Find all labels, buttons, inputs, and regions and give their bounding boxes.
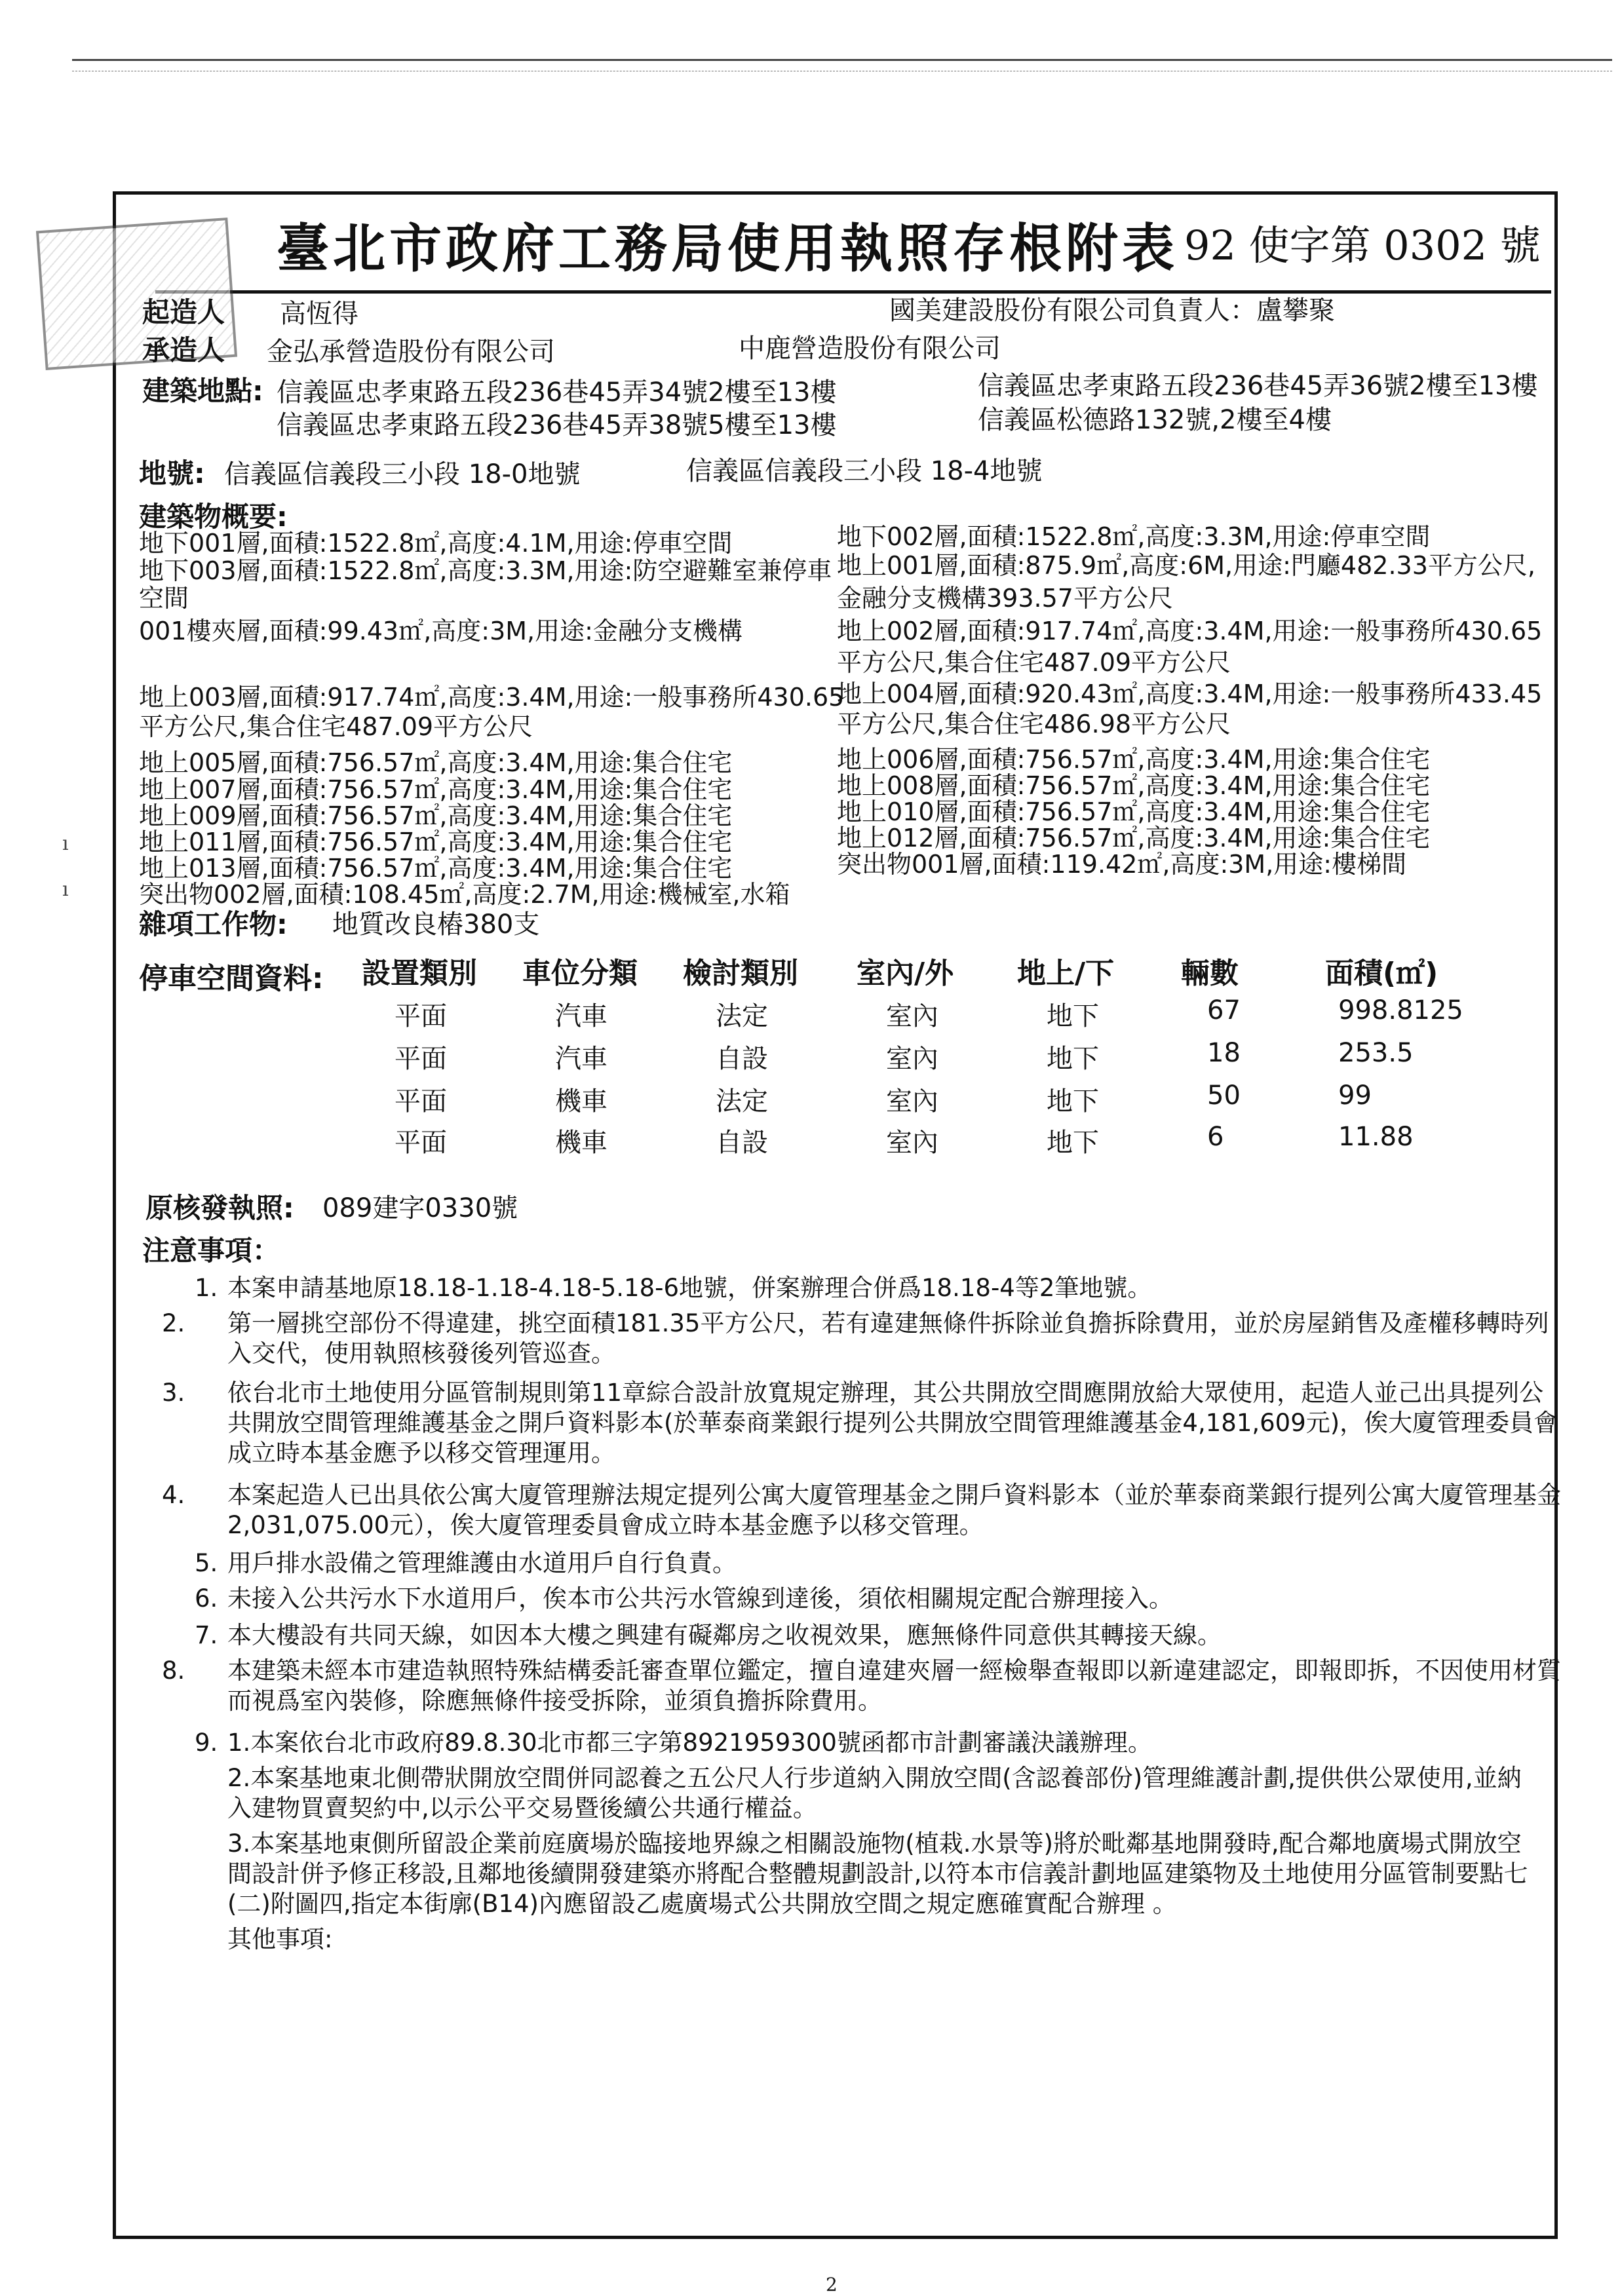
contractor-name: 金弘承營造股份有限公司: [267, 337, 555, 367]
building-right-line: 地上006層,面積:756.57㎡,高度:3.4M,用途:集合住宅: [837, 745, 1431, 774]
building-right-line: 突出物001層,面積:119.42㎡,高度:3M,用途:樓梯間: [837, 850, 1407, 879]
note-text: 第一層挑空部份不得違建，挑空面積181.35平方公尺，若有違建無條件拆除並負擔拆除費用，並於房屋銷售及產權移轉時列入交代，使用執照核發後列管巡查。: [227, 1309, 1549, 1368]
building-left-line: 地下001層,面積:1522.8㎡,高度:4.1M,用途:停車空間: [139, 529, 733, 558]
building-right-line: 地上012層,面積:756.57㎡,高度:3.4M,用途:集合住宅: [837, 824, 1431, 852]
parking-cell: 地下: [1047, 1128, 1099, 1158]
lot-number-2: 信義區信義段三小段 18-4地號: [686, 456, 1043, 486]
contractor-name-2: 中鹿營造股份有限公司: [739, 334, 1001, 364]
building-right-line: 金融分支機構393.57平方公尺: [837, 584, 1173, 613]
applicant-name: 高恆得: [280, 299, 358, 329]
building-left-line: 地上013層,面積:756.57㎡,高度:3.4M,用途:集合住宅: [139, 854, 733, 883]
parking-header: 面積(㎡): [1325, 957, 1438, 990]
building-right-line: 平方公尺,集合住宅487.09平方公尺: [837, 648, 1231, 677]
title-row: [155, 195, 1551, 294]
parking-cell: 法定: [716, 1001, 768, 1031]
note-text: 本建築未經本市建造執照特殊結構委託審查單位鑑定，擅自違建夾層一經檢舉查報即以新違建認定，即報即拆，不因使用材質而視爲室內裝修，除應無條件接受拆除，並須負擔拆除費用。: [227, 1656, 1561, 1715]
building-left-line: 空間: [139, 584, 189, 613]
note-number: 9.: [195, 1729, 218, 1757]
parking-cell: 室內: [886, 1044, 938, 1074]
note-item: [162, 1378, 1564, 1468]
site-label: 建築地點:: [142, 375, 263, 407]
note-item: [162, 1480, 1564, 1540]
parking-cell: 平面: [395, 1128, 447, 1158]
note-number: 4.: [162, 1481, 185, 1509]
note-text: 本案起造人已出具依公寓大廈管理辦法規定提列公寓大廈管理基金之開戶資料影本（並於華泰商業銀行提列公寓大廈管理基金2,031,075.00元），俟大廈管理委員會成立時本基金應予以移交管理。: [227, 1481, 1561, 1539]
site-address-1: 信義區忠孝東路五段236巷45弄34號2樓至13樓: [277, 377, 837, 408]
original-license-label: 原核發執照:: [145, 1192, 294, 1224]
building-left-line: 地上005層,面積:756.57㎡,高度:3.4M,用途:集合住宅: [139, 748, 733, 777]
note-subitem: 2.本案基地東北側帶狀開放空間併同認養之五公尺人行步道納入開放空間(含認養部份)管理維護計劃,提供供公眾使用,並納入建物買賣契約中,以示公平交易暨後續公共通行權益。: [227, 1764, 1522, 1822]
note-item: [195, 1548, 1532, 1578]
scan-top-line: [72, 59, 1612, 61]
parking-cell: 998.8125: [1338, 995, 1463, 1025]
note-number: 8.: [162, 1656, 185, 1685]
parking-cell: 6: [1207, 1122, 1224, 1152]
note-text: 本大樓設有共同天線，如因本大樓之興建有礙鄰房之收視效果，應無條件同意供其轉接天線。: [227, 1621, 1222, 1649]
note-text: 依台北市土地使用分區管制規則第11章綜合設計放寬規定辦理，其公共開放空間應開放給大眾使用，起造人並己出具提列公共開放空間管理維護基金之開戶資料影本(於華泰商業銀行提列公共開放空間管理維護基金4,181,609元)，俟大廈管理委員會成立時本基金應予以移交管理運用。: [227, 1379, 1558, 1467]
parking-cell: 11.88: [1338, 1122, 1414, 1152]
note-subitem: 其他事項:: [227, 1925, 333, 1953]
site-address-2: 信義區忠孝東路五段236巷45弄36號2樓至13樓: [978, 371, 1538, 401]
parking-cell: 平面: [395, 1044, 447, 1074]
building-right-line: 地上010層,面積:756.57㎡,高度:3.4M,用途:集合住宅: [837, 797, 1431, 826]
building-left-line: 地上009層,面積:756.57㎡,高度:3.4M,用途:集合住宅: [139, 801, 733, 830]
parking-cell: 50: [1207, 1081, 1241, 1111]
parking-header: 室內/外: [857, 957, 954, 990]
parking-header: 車位分類: [522, 957, 638, 990]
parking-cell: 地下: [1047, 1086, 1099, 1117]
building-left-line: 平方公尺,集合住宅487.09平方公尺: [139, 712, 533, 741]
parking-header: 地上/下: [1017, 957, 1115, 990]
parking-cell: 室內: [886, 1001, 938, 1031]
parking-cell: 99: [1338, 1081, 1372, 1111]
parking-cell: 汽車: [555, 1001, 608, 1031]
note-text: 未接入公共污水下水道用戶，俟本市公共污水管線到達後，須依相關規定配合辦理接入。: [227, 1584, 1173, 1613]
applicant-label: 起造人: [142, 296, 225, 328]
lot-label: 地號:: [139, 457, 205, 489]
permit-number: 92 使字第 0302 號: [1184, 221, 1541, 269]
parking-cell: 自設: [716, 1044, 768, 1074]
parking-cell: 自設: [716, 1128, 768, 1158]
notes-label: 注意事項：: [142, 1234, 280, 1267]
note-item: [195, 1273, 1532, 1303]
parking-cell: 平面: [395, 1001, 447, 1031]
parking-header: 輛數: [1181, 957, 1239, 990]
misc-works-value: 地質改良樁380支: [332, 909, 540, 940]
parking-cell: 機車: [555, 1086, 608, 1117]
parking-header: 檢討類別: [683, 957, 798, 990]
note-number: 2.: [162, 1309, 185, 1337]
note-number: 5.: [195, 1549, 218, 1577]
note-number: 1.: [195, 1274, 218, 1302]
parking-label: 停車空間資料:: [139, 962, 324, 995]
note-number: 6.: [195, 1584, 218, 1613]
building-left-line: 001樓夾層,面積:99.43㎡,高度:3M,用途:金融分支機構: [139, 617, 742, 645]
building-right-line: 地上001層,面積:875.9㎡,高度:6M,用途:門廳482.33平方公尺,: [837, 551, 1535, 580]
applicant-company: 國美建設股份有限公司負責人：盧攀聚: [889, 296, 1335, 326]
note-number: 3.: [162, 1379, 185, 1407]
misc-works-label: 雜項工作物:: [139, 908, 288, 940]
parking-cell: 室內: [886, 1128, 938, 1158]
document-title: 臺北市政府工務局使用執照存根附表: [277, 218, 1178, 279]
note-item: [195, 1584, 1532, 1614]
building-left-line: 地上003層,面積:917.74㎡,高度:3.4M,用途:一般事務所430.65: [139, 683, 845, 712]
building-summary-label: 建築物概要:: [139, 501, 288, 533]
site-address-3: 信義區忠孝東路五段236巷45弄38號5樓至13樓: [277, 410, 837, 440]
parking-cell: 平面: [395, 1086, 447, 1117]
building-right-line: 平方公尺,集合住宅486.98平方公尺: [837, 710, 1231, 738]
building-right-line: 地上008層,面積:756.57㎡,高度:3.4M,用途:集合住宅: [837, 771, 1431, 800]
note-text: 本案申請基地原18.18-1.18-4.18-5.18-6地號，併案辦理合併爲18.18-4等2筆地號。: [227, 1274, 1152, 1302]
building-right-line: 地上002層,面積:917.74㎡,高度:3.4M,用途:一般事務所430.65: [837, 617, 1543, 645]
note-item: [195, 1620, 1532, 1651]
note-item: [162, 1309, 1564, 1369]
note-subitem: 3.本案基地東側所留設企業前庭廣場於臨接地界線之相關設施物(植栽.水景等)將於毗鄰基地開發時,配合鄰地廣場式開放空間設計併予修正移設,且鄰地後續開發建築亦將配合整體規劃設計,以符本市信義計劃地區建築物及土地使用分區管制要點七(二)附圖四,指定本街廓(B14)內應留設乙處廣場式公共開放空間之規定應確實配合辦理 。: [227, 1829, 1528, 1918]
building-left-line: 地上011層,面積:756.57㎡,高度:3.4M,用途:集合住宅: [139, 828, 733, 856]
note-number: 7.: [195, 1621, 218, 1649]
parking-cell: 機車: [555, 1128, 608, 1158]
building-right-line: 地上004層,面積:920.43㎡,高度:3.4M,用途:一般事務所433.45: [837, 679, 1543, 708]
page-number: 2: [826, 2274, 838, 2295]
parking-cell: 18: [1207, 1038, 1241, 1068]
parking-cell: 地下: [1047, 1001, 1099, 1031]
note-text: 用戶排水設備之管理維護由水道用戶自行負責。: [227, 1549, 737, 1577]
building-left-line: 突出物002層,面積:108.45㎡,高度:2.7M,用途:機械室,水箱: [139, 880, 790, 909]
building-left-line: 地下003層,面積:1522.8㎡,高度:3.3M,用途:防空避難室兼停車: [139, 556, 832, 585]
note-item: [162, 1656, 1564, 1716]
note-item: [195, 1728, 1532, 1758]
edge-mark: ı: [62, 832, 69, 855]
parking-cell: 汽車: [555, 1044, 608, 1074]
contractor-label: 承造人: [142, 334, 225, 366]
original-license-value: 089建字0330號: [322, 1193, 518, 1223]
lot-number-1: 信義區信義段三小段 18-0地號: [224, 459, 581, 489]
document-frame: [113, 191, 1561, 2239]
parking-cell: 地下: [1047, 1044, 1099, 1074]
parking-cell: 67: [1207, 995, 1241, 1025]
building-left-line: 地上007層,面積:756.57㎡,高度:3.4M,用途:集合住宅: [139, 775, 733, 804]
site-address-4: 信義區松德路132號,2樓至4樓: [978, 405, 1332, 435]
parking-cell: 253.5: [1338, 1038, 1414, 1068]
note-text: 1.本案依台北市政府89.8.30北市都三字第8921959300號函都市計劃審議決議辦理。: [227, 1729, 1152, 1757]
building-right-line: 地下002層,面積:1522.8㎡,高度:3.3M,用途:停車空間: [837, 522, 1431, 551]
parking-cell: 法定: [716, 1086, 768, 1117]
parking-cell: 室內: [886, 1086, 938, 1117]
parking-header: 設置類別: [362, 957, 477, 990]
edge-mark: ı: [62, 878, 69, 901]
